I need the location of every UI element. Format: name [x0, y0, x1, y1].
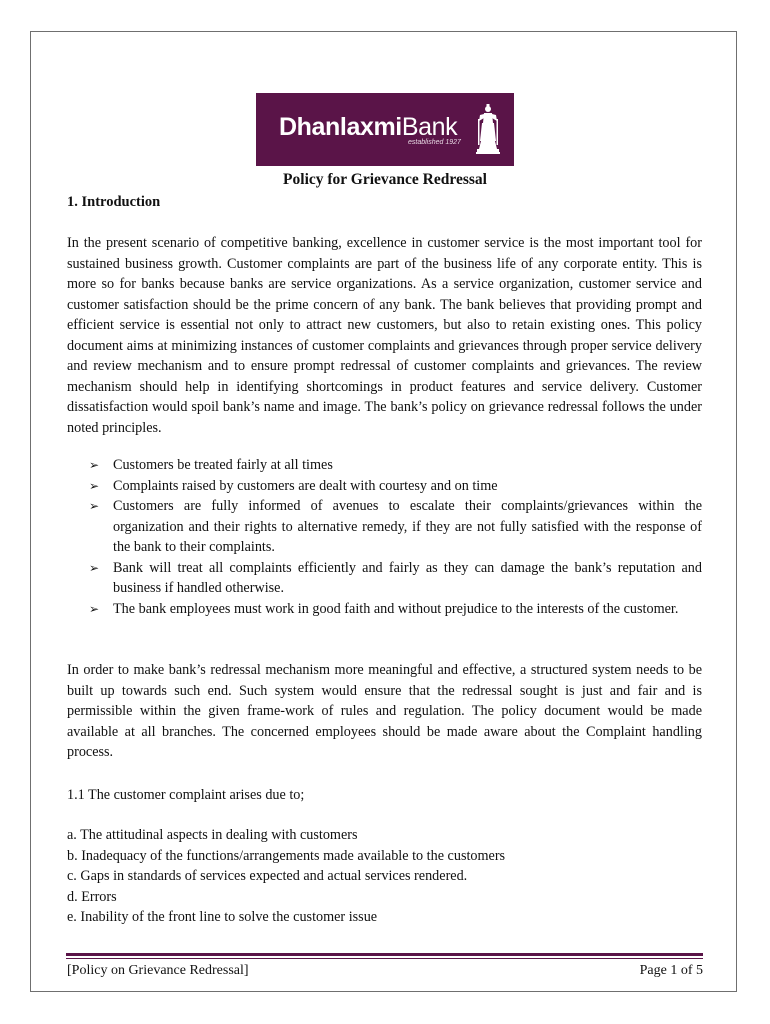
footer-rule-thin [66, 958, 703, 959]
bank-logo [256, 93, 514, 166]
arrow-bullet-icon: ➢ [89, 601, 100, 616]
mechanism-paragraph: In order to make bank’s redressal mechanism more meaningful and effective, a structured system needs to be built up towards such end. Such system would ensure that the redressal sought is just and fair and is permissible within the given frame-work of rules and regulation. The policy document would be made available at all branches. The concerned employees should be made aware about the Complaint handling process. [67, 662, 702, 760]
footer-rule [66, 953, 703, 956]
arrow-bullet-icon: ➢ [89, 478, 100, 493]
list-item: ➢ Customers be treated fairly at all times [67, 455, 702, 476]
arrow-bullet-icon: ➢ [89, 499, 100, 513]
logo-tagline: established 1927 [408, 139, 461, 146]
cause-item: e. Inability of the front line to solve the customer issue [67, 909, 378, 925]
cause-item: c. Gaps in standards of services expected and actual services rendered. [67, 868, 468, 884]
arrow-bullet-icon: ➢ [89, 458, 100, 472]
footer-page-number: Page 1 of 5 [639, 963, 703, 978]
cause-item: a. The attitudinal aspects in dealing with customers [67, 827, 358, 843]
list-item: ➢ The bank employees must work in good faith and without prejudice to the interests of the customer. [67, 599, 702, 620]
logo-wordmark: DhanlaxmiBank [279, 113, 458, 141]
arrow-bullet-icon: ➢ [89, 560, 100, 575]
goddess-lakshmi-emblem-icon [475, 101, 501, 157]
principles-list [67, 455, 702, 619]
list-item: ➢ Complaints raised by customers are dealt with courtesy and on time [67, 476, 702, 497]
section-heading: 1. Introduction [67, 194, 161, 210]
subsection-heading: 1.1 The customer complaint arises due to; [67, 787, 305, 803]
cause-item: b. Inadequacy of the functions/arrangements made available to the customers [67, 847, 506, 864]
cause-item: d. Errors [67, 888, 117, 905]
document-title: Policy for Grievance Redressal [283, 171, 487, 188]
intro-paragraph: In the present scenario of competitive banking, excellence in customer service is the most important tool for sustained business growth. Customer complaints are part of the business life of any corporate entity. This is more so for banks because banks are service organizations. As a service organization, customer service and customer satisfaction should be the prime concern of any bank. The bank believes that providing prompt and efficient service is essential not only to attract new customers, but also to retain existing ones. This policy document aims at minimizing instances of customer complaints and grievances through proper service delivery and review mechanism and to ensure prompt redressal of customer complaints and grievances. The review mechanism should help in identifying shortcomings in product features and service delivery. Customer dissatisfaction would spoil bank’s name and image. The bank’s policy on grievance redressal follows the under noted principles. [67, 235, 702, 436]
list-item: ➢ Bank will treat all complaints efficiently and fairly as they can damage the bank’s reputation and business if handled otherwise. [89, 559, 702, 596]
footer-document-name: [Policy on Grievance Redressal] [67, 963, 249, 978]
list-item: ➢ Customers are fully informed of avenues to escalate their complaints/grievances within the organization and their rights to alternative remedy, if they are not fully satisfied with the response of the bank to their complaints. [89, 498, 702, 555]
